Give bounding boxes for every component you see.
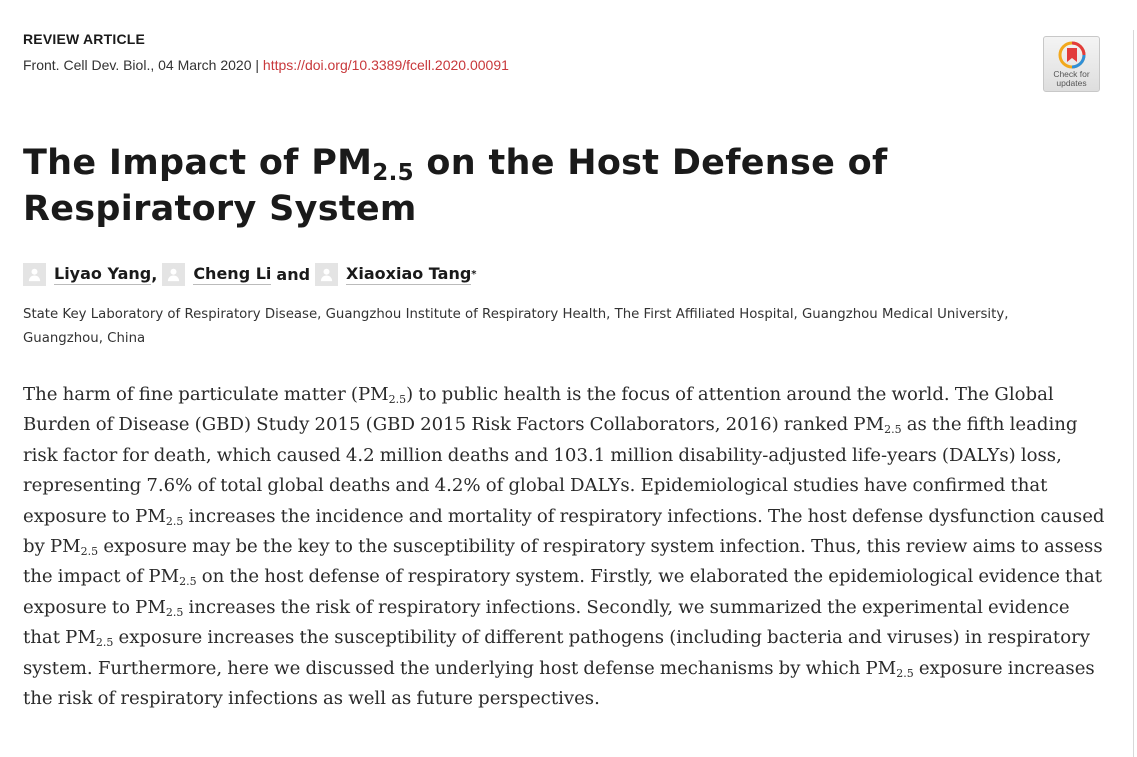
abstract-text: exposure increases the risk of respiratory infections as well as future perspectives. [23, 657, 1095, 710]
author-name-link[interactable]: Cheng Li [193, 264, 272, 283]
pm-term: $PM_{2.5}$ [135, 505, 184, 528]
scrollbar[interactable] [1133, 30, 1137, 757]
title-part2: on the Host Defense of Respiratory System [23, 143, 888, 229]
check-updates-line1: Check for [1053, 69, 1090, 79]
author-item [23, 263, 162, 286]
author-separator: and [276, 265, 311, 284]
pm-term: $PM_{2.5}$ [865, 657, 914, 680]
article-title [23, 140, 1113, 232]
bookmark-badge-icon [1058, 41, 1086, 69]
abstract-paragraph [23, 380, 1106, 714]
citation-line [23, 56, 1108, 74]
doi-link[interactable]: https://doi.org/10.3389/fcell.2020.00091 [262, 57, 509, 73]
citation-text: Front. Cell Dev. Biol., 04 March 2020 | [23, 57, 263, 73]
abstract-text: exposure increases the susceptibility of different pathogens (including bacteria and viruses) in respiratory system. Furthermore, here we discussed the underlying host defense mechanisms by which [23, 627, 1090, 679]
abstract-text: as the fifth leading risk factor for death, which caused 4.2 million deaths and 103.1 million disability-adjusted life-years (DALYs) loss, representing 7.6% of total global deaths and 4.2% of global DALYs. Epidemiological studies have confirmed that exposure to [23, 414, 1078, 527]
check-updates-label [1044, 70, 1099, 88]
avatar [315, 263, 338, 286]
pm-term: $PM_{2.5}$ [49, 536, 99, 559]
user-silhouette-icon [319, 267, 334, 282]
check-for-updates-button[interactable] [1043, 36, 1100, 92]
avatar [23, 263, 46, 286]
abstract-text: on the host defense of respiratory system. Firstly, we elaborated the epidemiological evidence that exposure to [23, 566, 1103, 618]
abstract-text: The harm of fine particulate matter ( [23, 384, 358, 405]
pm-term: $PM_{2.5}$ [148, 566, 197, 589]
user-silhouette-icon [166, 267, 181, 282]
article-header [23, 30, 1108, 74]
abstract-text: increases the incidence and mortality of respiratory infections. The host defense dysfunction caused by [23, 505, 1105, 558]
pm-term: $PM_{2.5}$ [65, 627, 114, 650]
pm-term: $PM_{2.5}$ [357, 384, 407, 406]
check-updates-line2: updates [1056, 78, 1087, 88]
author-item [315, 263, 477, 286]
user-silhouette-icon [27, 267, 42, 282]
article-type-label: REVIEW ARTICLE [23, 31, 146, 47]
author-name-link[interactable]: Xiaoxiao Tang [346, 264, 472, 283]
author-list [23, 263, 477, 286]
pm-term: $PM_{2.5}$ [853, 414, 902, 437]
author-name-link[interactable]: Liyao Yang [54, 264, 152, 283]
affiliation: State Key Laboratory of Respiratory Disease, Guangzhou Institute of Respiratory Health, The First Affiliated Hospital, Guangzhou Medical University, Guangzhou, China [23, 307, 1009, 346]
abstract-text: exposure may be the key to the susceptibility of respiratory system infection. Thus, this review aims to assess the impact of [23, 536, 1103, 588]
abstract-text: ) to public health is the focus of attention around the world. The Global Burden of Disease (GBD) Study 2015 (GBD 2015 Risk Factors Collaborators, 2016) ranked [23, 384, 1054, 436]
author-item [162, 263, 315, 286]
pm-term: $PM_{2.5}$ [135, 596, 184, 619]
title-subscript: 2.5 [372, 160, 414, 186]
corresponding-author-marker: * [471, 269, 477, 280]
abstract-text: increases the risk of respiratory infections. Secondly, we summarized the experimental evidence that [23, 596, 1070, 649]
avatar [162, 263, 185, 286]
author-separator: , [151, 265, 158, 284]
title-part1: The Impact of PM [23, 143, 373, 183]
